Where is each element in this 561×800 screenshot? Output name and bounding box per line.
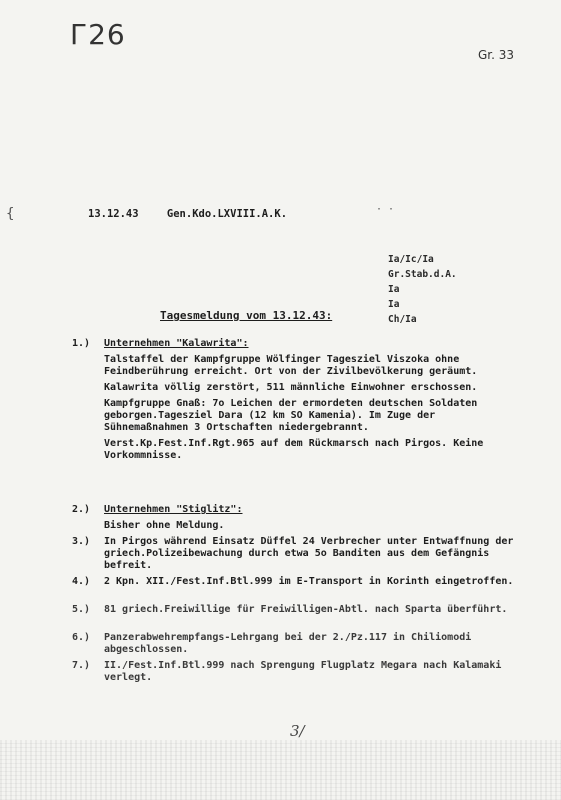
- section-paragraph: Talstaffel der Kampfgruppe Wölfinger Tagesziel Viszoka ohne Feindberührung erreicht. Ort von der Zivilbevölkerung geräumt.: [104, 354, 478, 377]
- section-number: 2.): [72, 504, 91, 515]
- section-7: [72, 660, 524, 684]
- page-number: 3/: [290, 722, 305, 740]
- section-5: [72, 604, 524, 616]
- distribution-list: [388, 252, 457, 327]
- section-1: [72, 338, 524, 462]
- section-text: Panzerabwehrempfangs-Lehrgang bei der 2./Pz.117 in Chiliomodi abgeschlossen.: [104, 632, 472, 655]
- section-paragraph: Bisher ohne Meldung.: [104, 520, 225, 531]
- section-text: 81 griech.Freiwillige für Freiwilligen-Abtl. nach Sparta überführt.: [104, 604, 508, 615]
- section-paragraph: Kalawrita völlig zerstört, 511 männliche Einwohner erschossen.: [104, 382, 478, 393]
- margin-mark: {: [6, 206, 15, 222]
- document-title: Tagesmeldung vom 13.12.43:: [160, 309, 333, 322]
- distribution-entry: Ia: [388, 284, 400, 295]
- section-3: [72, 536, 524, 572]
- section-text: In Pirgos während Einsatz Düffel 24 Verbrecher unter Entwaffnung der griech.Polizeibewachung durch etwa 5o Banditen aus dem Gefängnis befreit.: [104, 536, 514, 571]
- section-heading: Unternehmen "Stiglitz":: [104, 504, 243, 515]
- section-number: 5.): [72, 604, 91, 615]
- section-4: [72, 576, 524, 588]
- section-heading: Unternehmen "Kalawrita":: [104, 338, 249, 349]
- section-number: 4.): [72, 576, 91, 587]
- header-date: 13.12.43: [88, 208, 139, 220]
- section-6: [72, 632, 524, 656]
- section-text: 2 Kpn. XII./Fest.Inf.Btl.999 im E-Transport in Korinth eingetroffen.: [104, 576, 514, 587]
- distribution-entry: Gr.Stab.d.A.: [388, 269, 457, 280]
- section-paragraph: Kampfgruppe Gnaß: 7o Leichen der ermordeten deutschen Soldaten geborgen.Tagesziel Dara (12 km SO Kamenia). Im Zuge der Sühnemaßnahmen 3 Ortschaften niedergebrannt.: [104, 398, 478, 433]
- section-2: [72, 504, 524, 532]
- section-text: II./Fest.Inf.Btl.999 nach Sprengung Flugplatz Megara nach Kalamaki verlegt.: [104, 660, 502, 683]
- archive-reference: Gr. 33: [478, 48, 515, 62]
- scan-noise: [0, 740, 561, 800]
- archive-stamp: Г26: [70, 18, 126, 51]
- header-dots: · ·: [376, 204, 395, 215]
- section-number: 1.): [72, 338, 91, 349]
- document-header: [88, 208, 309, 220]
- distribution-entry: Ch/Ia: [388, 314, 417, 325]
- section-paragraph: Verst.Kp.Fest.Inf.Rgt.965 auf dem Rückmarsch nach Pirgos. Keine Vorkommnisse.: [104, 438, 484, 461]
- distribution-entry: Ia: [388, 299, 400, 310]
- section-number: 7.): [72, 660, 91, 671]
- header-origin: Gen.Kdo.LXVIII.A.K.: [166, 208, 288, 220]
- distribution-entry: Ia/Ic/Ia: [388, 254, 434, 265]
- section-number: 6.): [72, 632, 91, 643]
- section-number: 3.): [72, 536, 91, 547]
